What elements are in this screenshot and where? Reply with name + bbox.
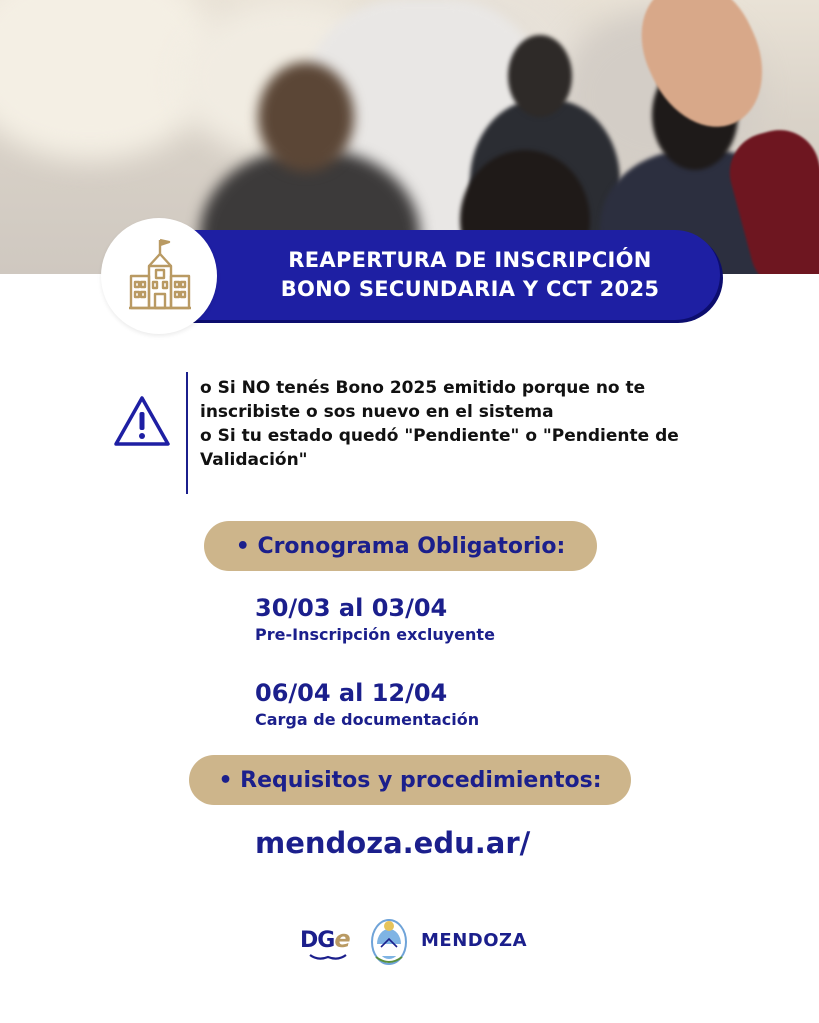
requirements-pill: • Requisitos y procedimientos: bbox=[189, 755, 631, 805]
warning-divider bbox=[186, 372, 188, 494]
website-link[interactable]: mendoza.edu.ar/ bbox=[255, 826, 531, 860]
dge-logo-letters: DG bbox=[300, 928, 335, 953]
schedule-pill: • Cronograma Obligatorio: bbox=[204, 521, 597, 571]
schedule-step-label: Carga de documentación bbox=[255, 710, 480, 729]
warning-line: o Si tu estado quedó "Pendiente" o "Pendiente de bbox=[200, 426, 679, 446]
open-book-icon bbox=[308, 953, 348, 963]
warning-line: Validación" bbox=[200, 450, 308, 470]
dge-logo bbox=[300, 925, 350, 953]
warning-line: inscribiste o sos nuevo en el sistema bbox=[200, 402, 554, 422]
schedule-step-label: Pre-Inscripción excluyente bbox=[255, 625, 495, 644]
warning-line: o Si NO tenés Bono 2025 emitido porque no te bbox=[200, 378, 646, 398]
page-title bbox=[240, 246, 700, 304]
dge-logo-e: e bbox=[334, 925, 350, 953]
school-icon-badge bbox=[101, 218, 217, 334]
title-line-1: REAPERTURA DE INSCRIPCIÓN bbox=[288, 248, 652, 272]
province-name: MENDOZA bbox=[421, 930, 527, 951]
mendoza-crest-icon bbox=[370, 917, 408, 967]
schedule-date-range: 06/04 al 12/04 bbox=[255, 679, 448, 707]
title-banner bbox=[190, 230, 720, 320]
warning-text bbox=[200, 376, 760, 472]
title-line-2: BONO SECUNDARIA Y CCT 2025 bbox=[280, 277, 660, 301]
warning-triangle-icon bbox=[112, 394, 172, 448]
schedule-date-range: 30/03 al 03/04 bbox=[255, 594, 448, 622]
school-building-icon bbox=[127, 236, 193, 312]
